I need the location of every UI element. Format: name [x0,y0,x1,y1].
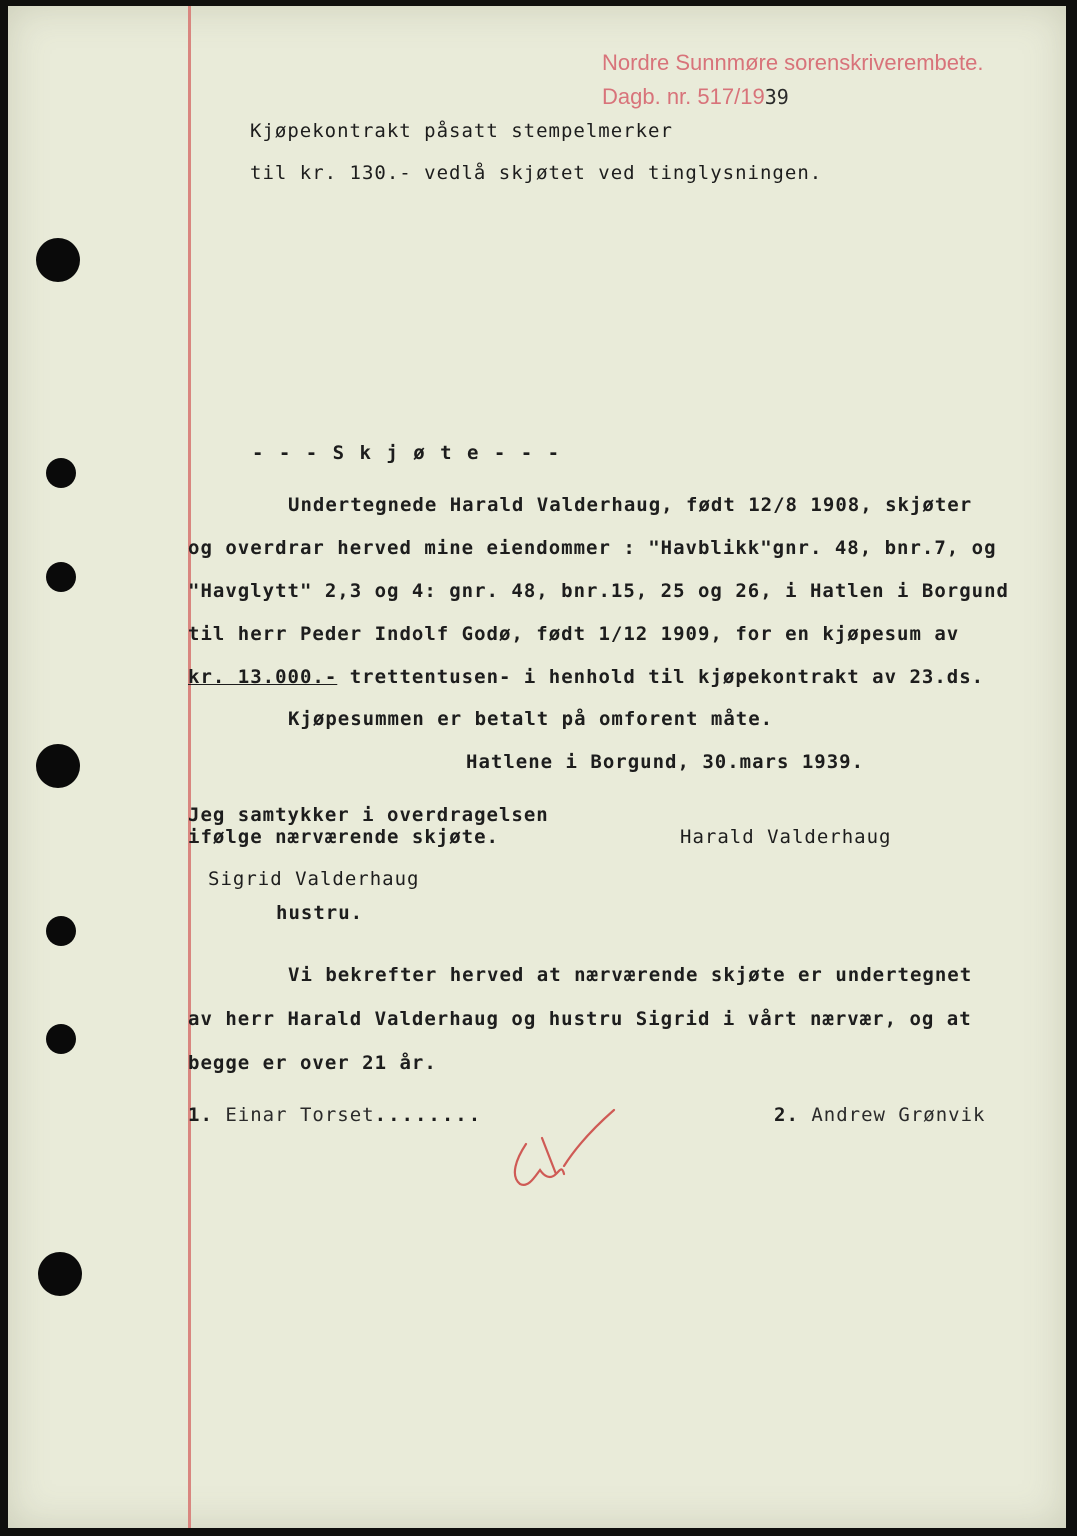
witness-name: Einar Torset [225,1104,375,1126]
body-line-1: Undertegnede Harald Valderhaug, født 12/8 1908, skjøter [288,494,973,516]
attestation-line-2: av herr Harald Valderhaug og hustru Sigrid i vårt nærvær, og at [188,1008,972,1030]
document-heading: - - - S k j ø t e - - - [252,442,562,464]
office-stamp: Nordre Sunnmøre sorenskriverembete. [602,50,984,75]
consent-line-2: ifølge nærværende skjøte. [188,826,499,848]
wife-title: hustru. [276,902,364,924]
body-line-3: "Havglytt" 2,3 og 4: gnr. 48, bnr.15, 25 og 26, i Hatlen i Borgund [188,580,1009,602]
margin-line [188,6,191,1528]
body-line-4: til herr Peder Indolf Godø, født 1/12 1909, for en kjøpesum av [188,623,960,645]
wife-signature: Sigrid Valderhaug [208,868,420,890]
witness-number: 2. [774,1104,799,1126]
payment-statement: Kjøpesummen er betalt på omforent måte. [288,708,774,730]
punch-hole [46,562,76,592]
witness-1 [188,1104,482,1126]
place-date: Hatlene i Borgund, 30.mars 1939. [466,751,865,773]
diary-label: Dagb. nr. [602,84,692,109]
amount-in-words: trettentusen- i henhold til kjøpekontrakt av 23.ds. [349,666,985,688]
diary-number: 517/19 [697,84,765,109]
signature-dots: ........ [374,1104,483,1126]
purchase-amount: kr. 13.000.- [188,666,338,688]
note-line-1: Kjøpekontrakt påsatt stempelmerker [250,120,673,142]
note-line-2: til kr. 130.- vedlå skjøtet ved tinglysningen. [250,162,823,184]
punch-hole [46,458,76,488]
punch-hole [46,1024,76,1054]
diary-number-stamp [602,84,789,110]
attestation-line-1: Vi bekrefter herved at nærværende skjøte er undertegnet [288,964,973,986]
punch-hole [36,744,80,788]
punch-hole [38,1252,82,1296]
diary-year: 39 [764,85,789,109]
punch-hole [36,238,80,282]
document-page [8,6,1066,1528]
witness-2 [774,1104,986,1126]
seller-signature: Harald Valderhaug [680,826,892,848]
consent-line-1: Jeg samtykker i overdragelsen [188,804,549,826]
witness-number: 1. [188,1104,213,1126]
body-line-5 [188,666,984,688]
punch-hole [46,916,76,946]
witness-name: Andrew Grønvik [811,1104,986,1126]
red-initials-mark [498,1104,628,1194]
body-line-2: og overdrar herved mine eiendommer : "Havblikk"gnr. 48, bnr.7, og [188,537,997,559]
attestation-line-3: begge er over 21 år. [188,1052,437,1074]
